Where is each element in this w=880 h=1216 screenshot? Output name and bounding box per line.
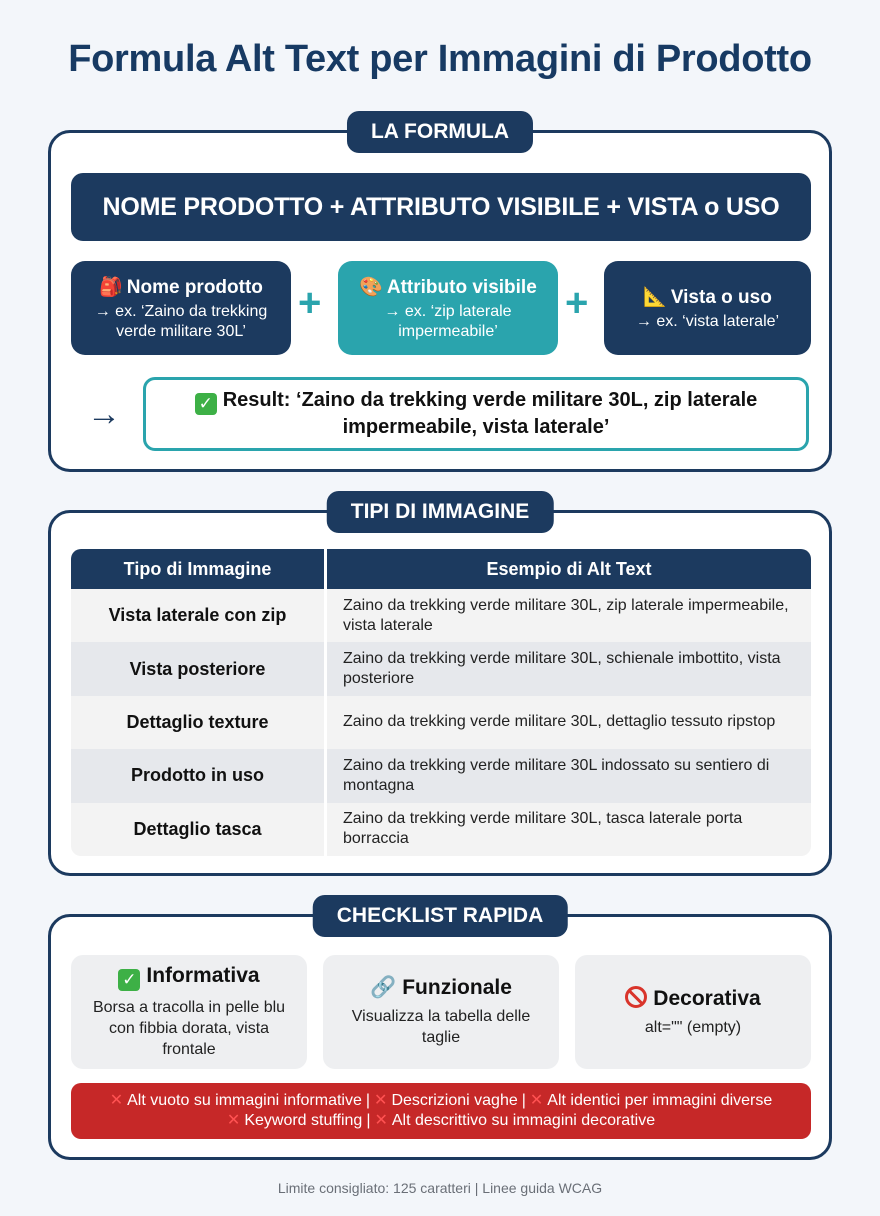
arrow-right-icon: → bbox=[87, 395, 121, 433]
formula-result bbox=[143, 377, 809, 451]
formula-part-example: → ex. ‘zip laterale impermeabile’ bbox=[384, 302, 512, 340]
table-cell-type: Vista posteriore bbox=[71, 642, 327, 695]
prohibited-icon bbox=[625, 986, 647, 1008]
checklist-card-title: Funzionale bbox=[402, 976, 512, 999]
table-cell-type: Dettaglio tasca bbox=[71, 803, 327, 856]
cross-icon: ✕ bbox=[226, 1112, 241, 1129]
formula-part-view-or-use bbox=[604, 261, 811, 355]
checklist-decorative bbox=[575, 955, 811, 1069]
plus-icon: + bbox=[298, 281, 322, 325]
formula-part-visible-attribute bbox=[338, 261, 558, 355]
table-header-example: Esempio di Alt Text bbox=[486, 558, 652, 579]
footer-note: Limite consigliato: 125 caratteri | Linee guida WCAG bbox=[277, 1180, 603, 1196]
table-row bbox=[71, 696, 811, 749]
separator: | bbox=[365, 1092, 371, 1109]
backpack-icon: 🎒 bbox=[99, 276, 123, 298]
formula-part-product-name bbox=[71, 261, 291, 355]
mistake-item: Descrizioni vaghe bbox=[391, 1092, 518, 1109]
mistake-item: Alt descrittivo su immagini decorative bbox=[391, 1112, 656, 1129]
cross-icon: ✕ bbox=[374, 1092, 388, 1109]
table-row bbox=[71, 589, 811, 642]
triangle-ruler-icon: 📐 bbox=[643, 286, 667, 308]
common-mistakes-bar bbox=[71, 1083, 811, 1139]
formula-part-title: Nome prodotto bbox=[126, 276, 263, 298]
mistake-item: Keyword stuffing bbox=[244, 1112, 363, 1129]
cross-icon: ✕ bbox=[109, 1092, 124, 1109]
cross-icon: ✕ bbox=[529, 1092, 544, 1109]
checklist-card-text: Borsa a tracolla in pelle blu con fibbia dorata, vista frontale bbox=[92, 999, 286, 1058]
table-cell-type: Prodotto in uso bbox=[71, 749, 327, 802]
table-cell-example: Zaino da trekking verde militare 30L indossato su sentiero di montagna bbox=[343, 756, 770, 794]
formula-result-text: Result: ‘Zaino da trekking verde militare 30L, zip laterale impermeabile, vista laterale’ bbox=[222, 389, 758, 438]
mistake-item: Alt vuoto su immagini informative bbox=[127, 1092, 362, 1109]
checklist-informative bbox=[71, 955, 307, 1069]
table-header-type: Tipo di Immagine bbox=[71, 549, 327, 589]
link-icon: 🔗 bbox=[370, 976, 397, 999]
table-row bbox=[71, 642, 811, 695]
formula-card bbox=[48, 120, 832, 472]
table-cell-type: Dettaglio texture bbox=[71, 696, 327, 749]
cross-icon: ✕ bbox=[374, 1112, 388, 1129]
palette-icon: 🎨 bbox=[359, 276, 383, 298]
checklist-card-title: Decorativa bbox=[653, 987, 761, 1010]
table-cell-type: Vista laterale con zip bbox=[71, 589, 327, 642]
table-cell-example: Zaino da trekking verde militare 30L, zip laterale impermeabile, vista laterale bbox=[343, 596, 789, 634]
checklist-card-title: Informativa bbox=[146, 964, 260, 987]
separator: | bbox=[521, 1092, 526, 1109]
check-icon: ✓ bbox=[195, 393, 217, 415]
checklist-badge: CHECKLIST RAPIDA bbox=[313, 895, 568, 937]
formula-part-title: Attributo visibile bbox=[386, 276, 537, 298]
formula-part-example: → ex. ‘vista laterale’ bbox=[635, 312, 780, 330]
formula-banner: NOME PRODOTTO + ATTRIBUTO VISIBILE + VISTA o USO bbox=[71, 173, 811, 241]
formula-part-example: → ex. ‘Zaino da trekking verde militare 30L’ bbox=[94, 302, 268, 340]
table-row bbox=[71, 749, 811, 802]
image-types-table bbox=[71, 549, 811, 856]
formula-badge: LA FORMULA bbox=[347, 111, 533, 153]
table-cell-example: Zaino da trekking verde militare 30L, dettaglio tessuto ripstop bbox=[343, 713, 776, 731]
formula-part-title: Vista o uso bbox=[670, 286, 772, 308]
table-body bbox=[71, 589, 811, 856]
image-types-badge: TIPI DI IMMAGINE bbox=[327, 491, 554, 533]
checklist-card bbox=[48, 904, 832, 1160]
table-cell-example: Zaino da trekking verde militare 30L, tasca laterale porta borraccia bbox=[343, 810, 743, 848]
plus-icon: + bbox=[565, 281, 589, 325]
checklist-card-text: alt="" (empty) bbox=[644, 1019, 742, 1036]
page-title: Formula Alt Text per Immagini di Prodotto bbox=[68, 38, 812, 80]
table-cell-example: Zaino da trekking verde militare 30L, schienale imbottito, vista posteriore bbox=[343, 650, 781, 688]
mistake-item: Alt identici per immagini diverse bbox=[547, 1092, 773, 1109]
table-header bbox=[71, 549, 811, 589]
separator: | bbox=[366, 1112, 371, 1129]
image-types-card bbox=[48, 500, 832, 876]
table-row bbox=[71, 803, 811, 856]
check-icon: ✓ bbox=[118, 969, 140, 991]
checklist-card-text: Visualizza la tabella delle taglie bbox=[351, 1008, 531, 1046]
checklist-functional bbox=[323, 955, 559, 1069]
